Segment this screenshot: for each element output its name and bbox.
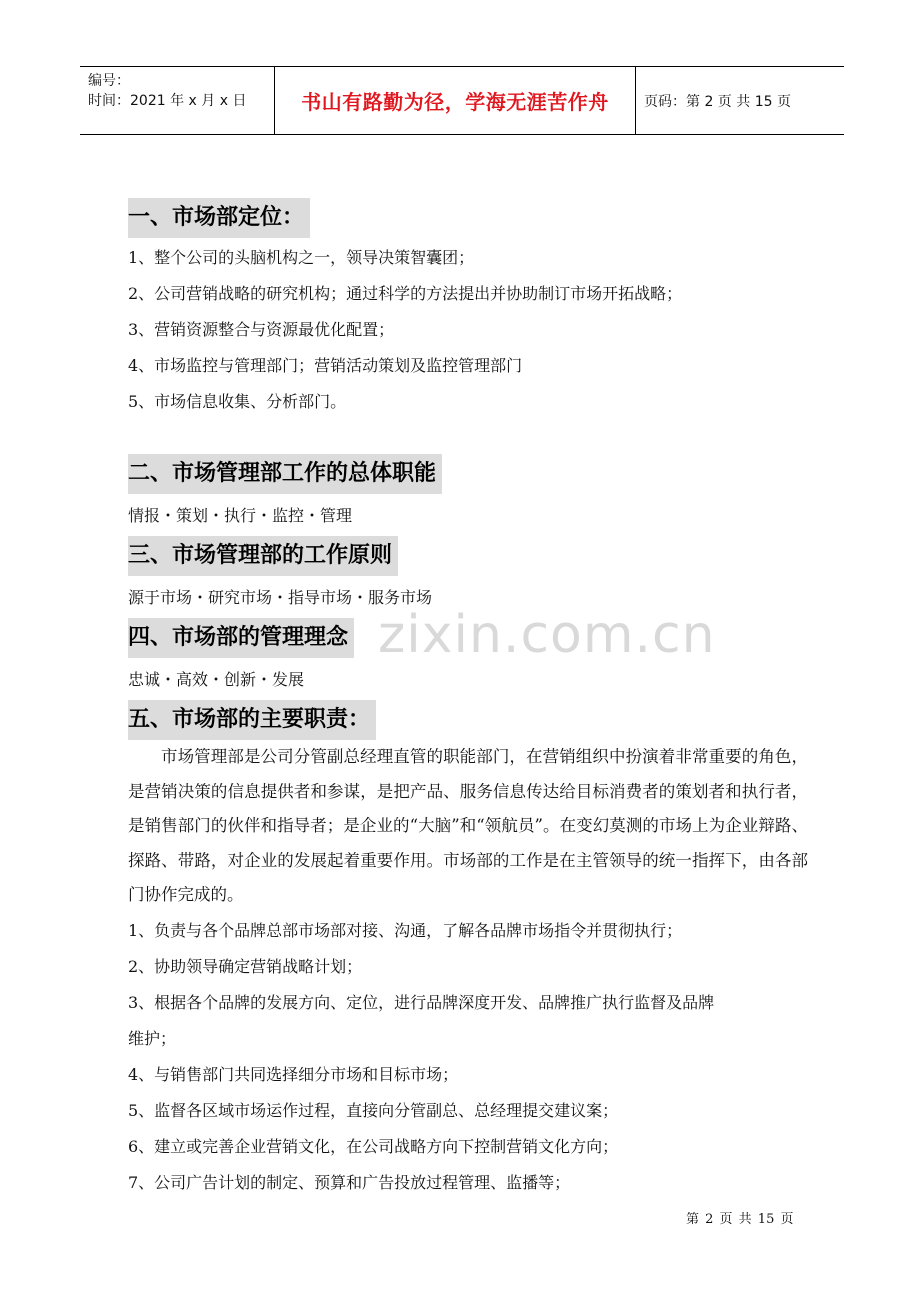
section-heading-4: 四、市场部的管理理念 bbox=[128, 618, 354, 658]
list-item: 3、根据各个品牌的发展方向、定位，进行品牌深度开发、品牌推广执行监督及品牌 bbox=[128, 992, 715, 1012]
list-item: 4、市场监控与管理部门；营销活动策划及监控管理部门 bbox=[128, 356, 523, 375]
list-item: 5、市场信息收集、分析部门。 bbox=[128, 392, 347, 411]
watermark: zixin.com.cn bbox=[378, 605, 716, 665]
header-meta bbox=[80, 67, 274, 134]
list-item: 1、负责与各个品牌总部市场部对接、沟通，了解各品牌市场指令并贯彻执行； bbox=[128, 920, 683, 940]
document-header bbox=[80, 66, 844, 135]
section-5-list bbox=[128, 913, 808, 1201]
list-item: 4、与销售部门共同选择细分市场和目标市场； bbox=[128, 1064, 459, 1084]
document-number-label: 编号： bbox=[88, 73, 130, 89]
document-date-label: 时间：2021 年 x 月 x 日 bbox=[88, 93, 247, 109]
section-heading-3: 三、市场管理部的工作原则 bbox=[128, 536, 398, 576]
section-3-text: 源于市场・研究市场・指导市场・服务市场 bbox=[128, 588, 433, 607]
section-2-text: 情报・策划・执行・监控・管理 bbox=[128, 506, 353, 525]
section-heading-2: 二、市场管理部工作的总体职能 bbox=[128, 454, 442, 494]
page-footer: 第 2 页 共 15 页 bbox=[686, 1212, 794, 1227]
header-page-info: 页码：第 2 页 共 15 页 bbox=[644, 93, 791, 110]
header-motto: 书山有路勤为径，学海无涯苦作舟 bbox=[274, 67, 636, 134]
list-item: 2、公司营销战略的研究机构；通过科学的方法提出并协助制订市场开拓战略； bbox=[128, 284, 683, 303]
section-5-intro: 市场管理部是公司分管副总经理直管的职能部门，在营销组织中扮演着非常重要的角色，是营销决策的信息提供者和参谋，是把产品、服务信息传达给目标消费者的策划者和执行者，是销售部门的伙伴和指导者；是企业的“大脑”和“领航员”。在变幻莫测的市场上为企业辩路、探路、带路，对企业的发展起着重要作用。市场部的工作是在主管领导的统一指挥下，由各部门协作完成的。 bbox=[128, 747, 808, 904]
list-item: 1、整个公司的头脑机构之一，领导决策智囊团； bbox=[128, 248, 475, 267]
list-item: 6、建立或完善企业营销文化，在公司战略方向下控制营销文化方向； bbox=[128, 1136, 619, 1156]
section-4-text: 忠诚・高效・创新・发展 bbox=[128, 670, 305, 689]
section-heading-5: 五、市场部的主要职责： bbox=[128, 700, 376, 740]
list-item: 7、公司广告计划的制定、预算和广告投放过程管理、监播等； bbox=[128, 1172, 571, 1192]
list-item: 维护； bbox=[128, 1028, 177, 1048]
section-1-list bbox=[128, 240, 808, 420]
document-body bbox=[128, 198, 808, 1201]
list-item: 5、监督各区域市场运作过程，直接向分管副总、总经理提交建议案； bbox=[128, 1100, 619, 1120]
section-heading-1: 一、市场部定位： bbox=[128, 198, 310, 238]
list-item: 3、营销资源整合与资源最优化配置； bbox=[128, 320, 395, 339]
list-item: 2、协助领导确定营销战略计划； bbox=[128, 956, 363, 976]
